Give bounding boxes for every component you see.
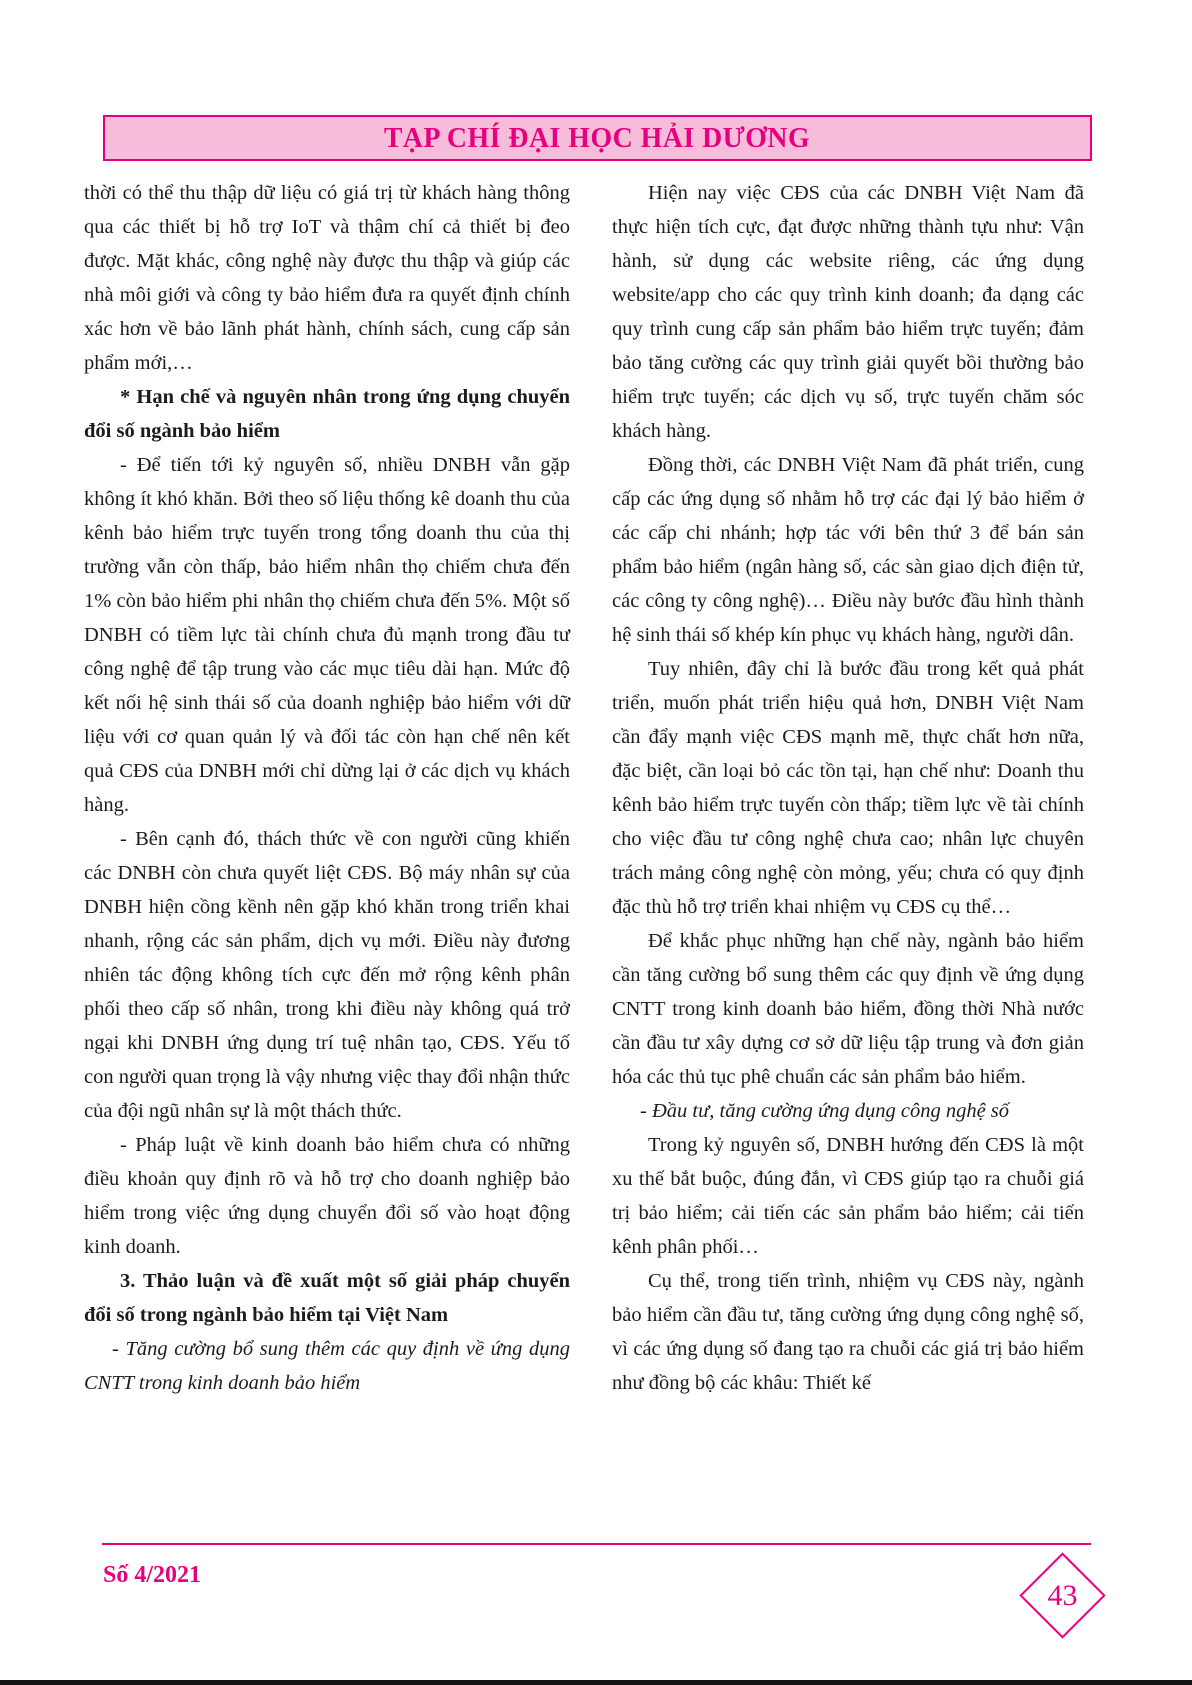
article-body [84, 176, 1084, 1400]
paragraph: Hiện nay việc CĐS của các DNBH Việt Nam đã thực hiện tích cực, đạt được những thành tựu như: Vận hành, sử dụng các website riêng, các ứng dụng website/app cho các quy trình kinh doanh; đa dạng các quy trình cung cấp sản phẩm bảo hiểm trực tuyến; đảm bảo tăng cường các quy trình giải quyết bồi thường bảo hiểm trực tuyến; các dịch vụ số, trực tuyến chăm sóc khách hàng. [612, 182, 1084, 442]
paragraph: Để khắc phục những hạn chế này, ngành bảo hiểm cần tăng cường bổ sung thêm các quy định về ứng dụng CNTT trong kinh doanh bảo hiểm, đồng thời Nhà nước cần đầu tư xây dựng cơ sở dữ liệu tập trung và đơn giản hóa các thủ tục phê chuẩn các sản phẩm bảo hiểm. [612, 930, 1084, 1088]
issue-label: Số 4/2021 [103, 1562, 202, 1588]
right-column [612, 176, 1084, 1400]
paragraph: Đồng thời, các DNBH Việt Nam đã phát triển, cung cấp các ứng dụng số nhằm hỗ trợ các đại lý bảo hiểm ở các cấp chi nhánh; hợp tác với bên thứ 3 để bán sản phẩm bảo hiểm (ngân hàng số, các sàn giao dịch điện tử, các công ty công nghệ)… Điều này bước đầu hình thành hệ sinh thái số khép kín phục vụ khách hàng, người dân. [612, 454, 1084, 646]
paragraph: - Bên cạnh đó, thách thức về con người cũng khiến các DNBH còn chưa quyết liệt CĐS. Bộ máy nhân sự của DNBH hiện cồng kềnh nên gặp khó khăn trong triển khai nhanh, rộng các sản phẩm, dịch vụ mới. Điều này đương nhiên tác động không tích cực đến mở rộng kênh phân phối theo cấp số nhân, trong khi điều này không quá trở ngại khi DNBH ứng dụng trí tuệ nhân tạo, CĐS. Yếu tố con người quan trọng là vậy nhưng việc thay đổi nhận thức của đội ngũ nhân sự là một thách thức. [84, 828, 570, 1122]
subsection-heading-italic: - Đầu tư, tăng cường ứng dụng công nghệ số [640, 1100, 1010, 1122]
bottom-scan-edge [0, 1680, 1192, 1685]
journal-header-banner [103, 115, 1092, 161]
paragraph: thời có thể thu thập dữ liệu có giá trị từ khách hàng thông qua các thiết bị hỗ trợ IoT và thậm chí cả thiết bị đeo được. Mặt khác, công nghệ này được thu thập và giúp các nhà môi giới và công ty bảo hiểm đưa ra quyết định chính xác hơn về bảo lãnh phát hành, chính sách, cung cấp sản phẩm mới,… [84, 182, 570, 374]
paragraph: - Pháp luật về kinh doanh bảo hiểm chưa có những điều khoản quy định rõ và hỗ trợ cho doanh nghiệp bảo hiểm trong việc ứng dụng chuyển đổi số vào hoạt động kinh doanh. [84, 1134, 570, 1258]
left-column [84, 176, 570, 1400]
section-heading: 3. Thảo luận và đề xuất một số giải pháp chuyển đổi số trong ngành bảo hiểm tại Việt Nam [84, 1270, 570, 1326]
page-number-diamond [1019, 1552, 1105, 1638]
subsection-heading-italic: - Tăng cường bổ sung thêm các quy định về ứng dụng CNTT trong kinh doanh bảo hiểm [84, 1338, 570, 1394]
footer-divider [102, 1543, 1091, 1545]
paragraph: - Để tiến tới kỷ nguyên số, nhiều DNBH vẫn gặp không ít khó khăn. Bởi theo số liệu thống kê doanh thu của kênh bảo hiểm trực tuyến trong tổng doanh thu của thị trường vẫn còn thấp, bảo hiểm nhân thọ chiếm chưa đến 1% còn bảo hiểm phi nhân thọ chiếm chưa đến 5%. Một số DNBH có tiềm lực tài chính chưa đủ mạnh trong đầu tư công nghệ để tập trung vào các mục tiêu dài hạn. Mức độ kết nối hệ sinh thái số của doanh nghiệp bảo hiểm với dữ liệu với cơ quan quản lý và đối tác còn hạn chế nên kết quả CĐS của DNBH mới chỉ dừng lại ở các dịch vụ khách hàng. [84, 454, 570, 816]
paragraph: Cụ thể, trong tiến trình, nhiệm vụ CĐS này, ngành bảo hiểm cần đầu tư, tăng cường ứng dụng công nghệ số, vì các ứng dụng số đang tạo ra chuỗi các giá trị bảo hiểm như đồng bộ các khâu: Thiết kế [612, 1270, 1084, 1394]
paragraph: Tuy nhiên, đây chỉ là bước đầu trong kết quả phát triển, muốn phát triển hiệu quả hơn, DNBH Việt Nam cần đẩy mạnh việc CĐS mạnh mẽ, thực chất hơn nữa, đặc biệt, cần loại bỏ các tồn tại, hạn chế như: Doanh thu kênh bảo hiểm trực tuyến còn thấp; tiềm lực về tài chính cho việc đầu tư công nghệ chưa cao; nhân lực chuyên trách mảng công nghệ còn mỏng, yếu; chưa có quy định đặc thù hỗ trợ triển khai nhiệm vụ CĐS cụ thể… [612, 658, 1084, 918]
section-heading: * Hạn chế và nguyên nhân trong ứng dụng chuyển đổi số ngành bảo hiểm [84, 386, 570, 442]
page-number: 43 [1047, 1578, 1078, 1612]
paragraph: Trong kỷ nguyên số, DNBH hướng đến CĐS là một xu thế bắt buộc, đúng đắn, vì CĐS giúp tạo ra chuỗi giá trị bảo hiểm; cải tiến các sản phẩm bảo hiểm; cải tiến kênh phân phối… [612, 1134, 1084, 1258]
journal-title: TẠP CHÍ ĐẠI HỌC HẢI DƯƠNG [384, 121, 811, 154]
